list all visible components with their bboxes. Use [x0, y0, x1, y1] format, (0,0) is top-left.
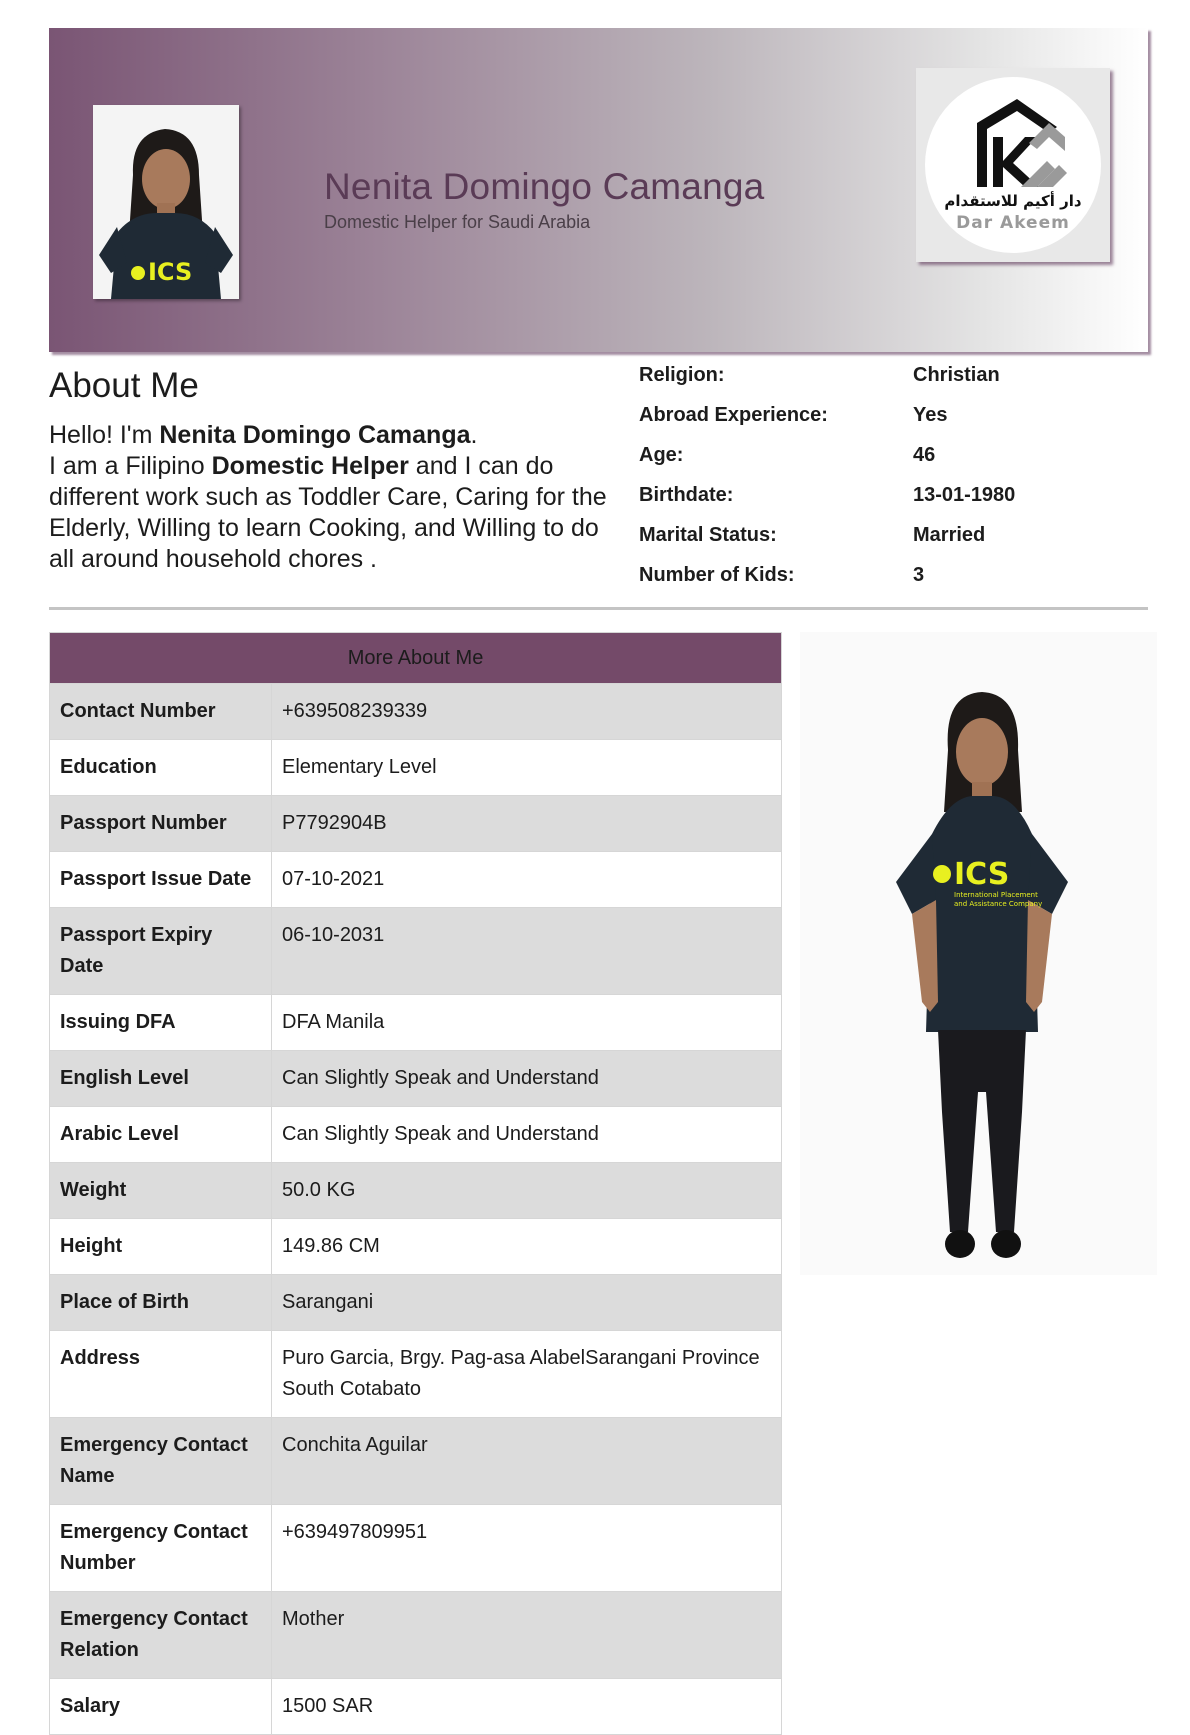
table-row — [50, 852, 782, 908]
row-value: 50.0 KG — [272, 1163, 782, 1219]
info-label: Birthdate: — [639, 484, 734, 506]
info-row-number-of-kids — [639, 564, 1159, 604]
row-label: Arabic Level — [50, 1107, 272, 1163]
logo-circle — [925, 77, 1101, 253]
row-value: +639497809951 — [272, 1505, 782, 1592]
table-row — [50, 1505, 782, 1592]
table-title: More About Me — [50, 633, 782, 684]
row-label: Education — [50, 740, 272, 796]
more-about-me-table — [49, 632, 782, 1735]
row-value: 06-10-2031 — [272, 908, 782, 995]
row-label: Place of Birth — [50, 1275, 272, 1331]
info-label: Marital Status: — [639, 524, 777, 546]
info-value: 13-01-1980 — [913, 484, 1016, 506]
info-value: 46 — [913, 444, 936, 466]
info-value: Yes — [913, 404, 948, 426]
profile-photo-small — [93, 105, 239, 299]
row-label: Contact Number — [50, 684, 272, 740]
row-label: Emergency Contact Name — [50, 1418, 272, 1505]
about-name: Nenita Domingo Camanga — [159, 421, 471, 449]
about-greeting: Hello! I'm — [49, 421, 160, 449]
row-label: Emergency Contact Number — [50, 1505, 272, 1592]
shirt-logo-subtext-2: and Assistance Company — [954, 900, 1043, 908]
row-value: Sarangani — [272, 1275, 782, 1331]
info-label: Religion: — [639, 364, 725, 386]
row-value: +639508239339 — [272, 684, 782, 740]
info-row-marital-status — [639, 524, 1159, 564]
table-row — [50, 995, 782, 1051]
candidate-role: Domestic Helper for Saudi Arabia — [324, 212, 591, 232]
table-row — [50, 796, 782, 852]
row-value: Can Slightly Speak and Understand — [272, 1107, 782, 1163]
candidate-name: Nenita Domingo Camanga — [324, 166, 765, 207]
profile-photo-full-body — [800, 632, 1157, 1275]
row-value: 149.86 CM — [272, 1219, 782, 1275]
row-label: Passport Issue Date — [50, 852, 272, 908]
row-label: Passport Expiry Date — [50, 908, 272, 995]
row-label: Height — [50, 1219, 272, 1275]
row-label: Passport Number — [50, 796, 272, 852]
info-label: Abroad Experience: — [639, 404, 828, 426]
personal-info-list — [639, 364, 1159, 604]
table-row — [50, 1051, 782, 1107]
name-block — [324, 166, 764, 233]
header-banner — [49, 28, 1148, 352]
about-period: . — [470, 421, 478, 449]
row-label: Emergency Contact Relation — [50, 1592, 272, 1679]
section-divider — [49, 607, 1148, 610]
about-line2-rest: and I can do different work such as Toddler Care, Caring for the Elderly, Willing to learn Cooking, and Willing to do all around household chores . — [49, 452, 607, 573]
row-value: Mother — [272, 1592, 782, 1679]
shirt-logo-text: ICS — [148, 258, 193, 286]
row-label: Address — [50, 1331, 272, 1418]
info-value: Married — [913, 524, 986, 546]
info-row-age — [639, 444, 1159, 484]
table-row — [50, 908, 782, 995]
row-value: Can Slightly Speak and Understand — [272, 1051, 782, 1107]
about-text — [49, 420, 609, 575]
logo-arabic-text: دار أكيم للاستقدام — [944, 192, 1082, 210]
info-label: Age: — [639, 444, 684, 466]
agency-logo — [916, 68, 1110, 262]
row-value: 07-10-2021 — [272, 852, 782, 908]
info-row-birthdate — [639, 484, 1159, 524]
table-row — [50, 1418, 782, 1505]
about-title: About Me — [49, 366, 199, 405]
table-row — [50, 684, 782, 740]
row-value: DFA Manila — [272, 995, 782, 1051]
shirt-logo-text: ICS — [954, 857, 1010, 892]
row-label: Salary — [50, 1679, 272, 1735]
table-row — [50, 1592, 782, 1679]
logo-english-text: Dar Akeem — [956, 213, 1070, 233]
row-label: Weight — [50, 1163, 272, 1219]
row-value: 1500 SAR — [272, 1679, 782, 1735]
row-value: P7792904B — [272, 796, 782, 852]
table-row — [50, 1219, 782, 1275]
info-row-religion — [639, 364, 1159, 404]
table-row — [50, 1163, 782, 1219]
table-row — [50, 740, 782, 796]
row-label: Issuing DFA — [50, 995, 272, 1051]
info-row-abroad-experience — [639, 404, 1159, 444]
info-value: 3 — [913, 564, 925, 586]
row-value: Puro Garcia, Brgy. Pag-asa AlabelSarangani Province South Cotabato — [272, 1331, 782, 1418]
table-row — [50, 1679, 782, 1735]
row-label: English Level — [50, 1051, 272, 1107]
info-value: Christian — [913, 364, 1000, 386]
table-row — [50, 1107, 782, 1163]
about-role: Domestic Helper — [211, 452, 409, 480]
table-row — [50, 1275, 782, 1331]
info-label: Number of Kids: — [639, 564, 795, 586]
about-line2-start: I am a Filipino — [49, 452, 212, 480]
row-value: Elementary Level — [272, 740, 782, 796]
row-value: Conchita Aguilar — [272, 1418, 782, 1505]
table-row — [50, 1331, 782, 1418]
shirt-logo-subtext-1: International Placement — [954, 891, 1038, 899]
